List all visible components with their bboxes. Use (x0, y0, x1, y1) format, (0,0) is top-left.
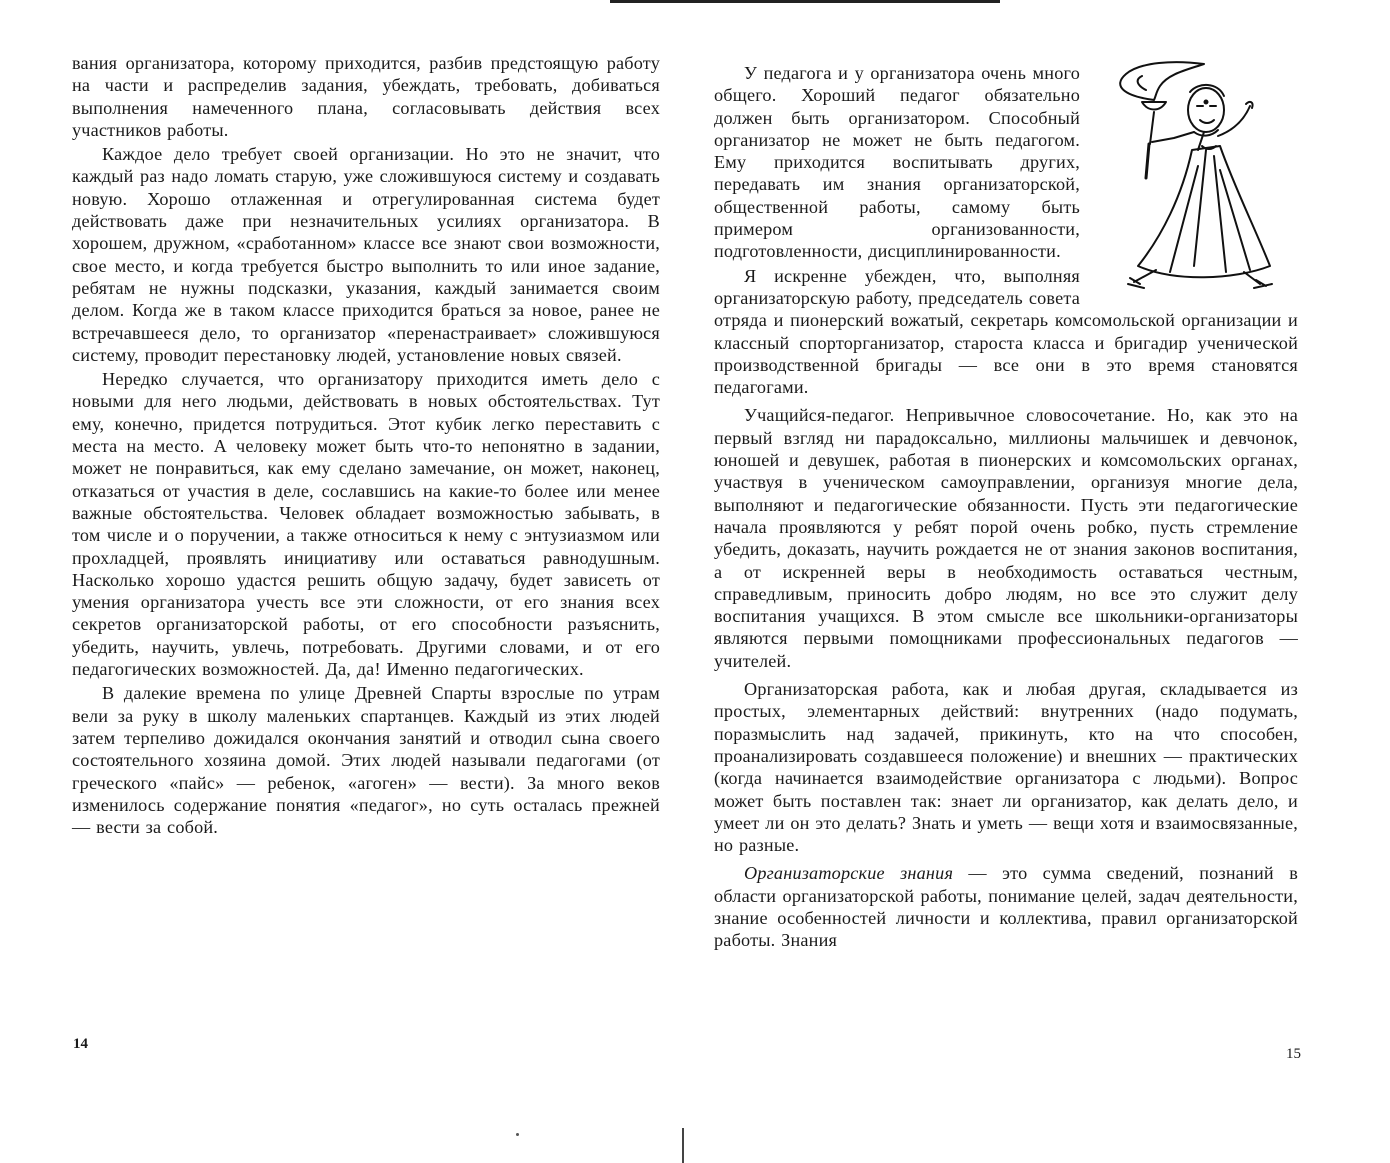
right-paragraph-5-text: — это сумма сведений, познаний в области организаторской работы, понимание целей, задач деятельности, знание особенностей личности и коллектива, правил организаторской работы. Знания (714, 863, 1298, 951)
left-paragraph-1: вания организатора, которому приходится, разбив предстоящую работу на части и распределив задания, убеждать, требовать, добиваться выполнения намеченного плана, согласовывать действия всех участников работы. (72, 53, 660, 140)
right-paragraph-2: Я искренне убежден, что, выполняя организаторскую работу, председатель совета отряда и пионерский вожатый, секретарь комсомольской организации и классный спорторганизатор, староста класса и бригадир ученической производственной бригады — все они в это время становятся педагогами. (714, 265, 1298, 398)
left-page (72, 52, 660, 838)
page-number-right: 15 (1286, 1046, 1301, 1062)
scan-top-edge (610, 0, 1000, 3)
gutter-mark (682, 1128, 684, 1163)
right-paragraph-3: Учащийся-педагог. Непривычное словосочетание. Но, как это на первый взгляд ни парадоксально, миллионы мальчишек и девчонок, юношей и девушек, работая в пионерских и комсомольских органах, участвуя в ученическом самоуправлении, организуя многие дела, выполняют и педагогические обязанности. Пусть эти педагогические начала проявляются у ребят порой очень робко, пусть стремление убедить, доказать, научить рождается не от знания законов воспитания, а от искренней веры в необходимость оставаться честным, справедливым, приносить добро людям, но все это служит делу воспитания учащихся. В этом смысле все школьники-организаторы являются первыми помощниками профессиональных педагогов — учителей. (714, 405, 1298, 671)
term-organizational-knowledge: Организаторские знания (744, 863, 954, 884)
torch-bearer-drawing (1094, 46, 1302, 296)
left-paragraph-2: Каждое дело требует своей организации. Но это не значит, что каждый раз надо ломать старую, уже сложившуюся систему и создавать новую. Хорошо отлаженная и отрегулированная система будет действовать даже при незначительных усилиях организатора. В хорошем, дружном, «сработанном» классе все знают свои возможности, свое место, и когда требуется быстро выполнить то или иное задание, ребятам не нужны подсказки, указания, каждый занимается своим делом. Когда же в таком классе приходится браться за новое, ранее не встречавшееся дело, то организатор «перенастраивает» сложившуюся систему, проводит перестановку людей, установление новых связей. (72, 144, 660, 365)
left-paragraph-4: В далекие времена по улице Древней Спарты взрослые по утрам вели за руку в школу маленьких спартанцев. Каждый из этих людей затем терпеливо дожидался окончания занятий и отводил сына своего состоятельного хозяина домой. Этих людей называли педагогами (от греческого «пайс» — ребенок, «агоген» — вести). За много веков изменилось содержание понятия «педагог», но суть осталась прежней — вести за собой. (72, 683, 660, 838)
right-page (714, 60, 1298, 952)
left-paragraph-3: Нередко случается, что организатору приходится иметь дело с новыми для него людьми, действовать в новых обстоятельствах. Тут ему, конечно, придется потрудиться. Этот кубик легко переставить с места на место. А человеку может быть что-то непонятно в задании, может не понравиться, как ему сделано замечание, он может, наконец, отказаться от участия в деле, сославшись на какие-то более или менее важные обстоятельства. Человек обладает возможностью забывать, в том числе и о поручении, а также относиться к нему с энтузиазмом или прохладцей, проявлять инициативу или оставаться равнодушным. Насколько хорошо удастся решить общую задачу, будет зависеть от умения организатора учесть все эти сложности, от его знания всех секретов организаторской работы, от его способности разъяснить, убедить, научить, увлечь, потребовать. Другими словами, и от его педагогических возможностей. Да, да! Именно педагогических. (72, 369, 660, 680)
right-paragraph-5 (714, 862, 1298, 951)
page-number-left: 14 (73, 1036, 88, 1052)
right-paragraph-4: Организаторская работа, как и любая другая, складывается из простых, элементарных действий: внутренних (надо подумать, поразмыслить над задачей, прикинуть, кто на что способен, проанализировать создавшееся положение) и внешних — практических (когда начинается взаимодействие организатора с людьми). Вопрос может быть поставлен так: знает ли организатор, как делать дело, и умеет ли он это делать? Знать и уметь — вещи хотя и взаимосвязанные, но разные. (714, 679, 1298, 856)
torch-bearer-illustration (1094, 46, 1302, 296)
scan-dot (516, 1133, 519, 1136)
right-paragraph-1: У педагога и у организатора очень много общего. Хороший педагог обязательно должен быть организатором. Способный организатор не может не быть педагогом. Ему приходится воспитывать других, передавать им знания организаторской, общественной работы, самому быть примером организованности, подготовленности, дисциплинированности. (714, 63, 1080, 262)
